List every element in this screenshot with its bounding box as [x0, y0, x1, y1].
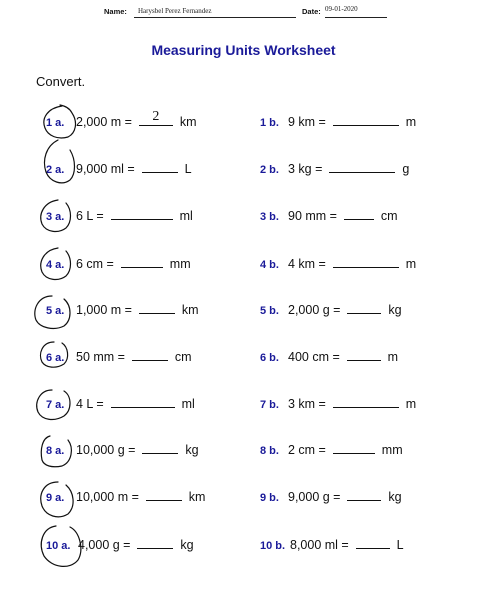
handwritten-circle — [41, 436, 71, 467]
instruction: Convert. — [36, 74, 86, 89]
question-expression: 6 L = — [76, 209, 104, 223]
question-expression: 4,000 g = — [78, 538, 131, 552]
question-expression: 4 L = — [76, 397, 104, 411]
question-expression: 4 km = — [288, 257, 326, 271]
question-expression: 6 cm = — [76, 257, 114, 271]
question-number: 7 a. — [46, 399, 65, 411]
question-number: 4 a. — [46, 259, 65, 271]
question-number: 10 b. — [260, 540, 286, 552]
question-unit: km — [181, 303, 199, 317]
date-value[interactable]: 09-01-2020 — [325, 5, 358, 13]
question-unit: L — [396, 538, 404, 552]
handwritten-circle — [44, 105, 76, 138]
question-number: 1 a. — [46, 117, 65, 129]
handwritten-circle — [41, 342, 68, 367]
question-unit: km — [179, 115, 197, 129]
question-number: 3 a. — [46, 211, 65, 223]
question-number: 9 b. — [260, 492, 279, 504]
question-unit: m — [405, 257, 417, 271]
question-number: 2 a. — [46, 164, 65, 176]
question-expression: 3 kg = — [288, 162, 323, 176]
question-unit: m — [405, 397, 417, 411]
question-number: 10 a. — [46, 540, 71, 552]
question-number: 1 b. — [260, 117, 279, 129]
handwritten-circle — [41, 482, 73, 517]
question-expression: 400 cm = — [288, 350, 340, 364]
question-number: 4 b. — [260, 259, 279, 271]
question-number: 5 b. — [260, 305, 279, 317]
question-unit: kg — [180, 538, 194, 552]
name-label: Name: — [104, 7, 127, 16]
question-expression: 90 mm = — [288, 209, 337, 223]
handwritten-circle — [41, 248, 71, 279]
question-number: 6 b. — [260, 352, 279, 364]
question-number: 6 a. — [46, 352, 65, 364]
question-unit: kg — [388, 303, 402, 317]
question-expression: 2,000 m = — [76, 115, 132, 129]
question-expression: 2,000 g = — [288, 303, 341, 317]
question-unit: cm — [380, 209, 398, 223]
name-value[interactable]: Harysbel Perez Fernandez — [138, 7, 212, 15]
handwritten-circle — [41, 526, 81, 566]
question-number: 5 a. — [46, 305, 65, 317]
handwritten-circle — [35, 296, 70, 328]
question-unit: kg — [185, 443, 199, 457]
question-unit: ml — [179, 209, 193, 223]
handwritten-circle — [41, 200, 71, 231]
question-number: 9 a. — [46, 492, 65, 504]
question-number: 7 b. — [260, 399, 279, 411]
question-unit: kg — [388, 490, 402, 504]
question-expression: 9,000 ml = — [76, 162, 135, 176]
question-number: 8 b. — [260, 445, 279, 457]
question-expression: 10,000 m = — [76, 490, 139, 504]
question-number: 3 b. — [260, 211, 279, 223]
question-unit: mm — [381, 443, 403, 457]
answer-text: 2 — [152, 109, 160, 124]
handwritten-circle — [45, 140, 75, 183]
question-number: 8 a. — [46, 445, 65, 457]
question-number: 2 b. — [260, 164, 279, 176]
question-expression: 8,000 ml = — [290, 538, 349, 552]
question-unit: g — [402, 162, 410, 176]
question-expression: 9 km = — [288, 115, 326, 129]
question-expression: 1,000 m = — [76, 303, 132, 317]
question-expression: 9,000 g = — [288, 490, 341, 504]
worksheet-title: Measuring Units Worksheet — [151, 42, 336, 58]
question-expression: 50 mm = — [76, 350, 125, 364]
question-expression: 10,000 g = — [76, 443, 136, 457]
question-unit: m — [387, 350, 399, 364]
question-expression: 3 km = — [288, 397, 326, 411]
question-unit: km — [188, 490, 206, 504]
question-unit: L — [184, 162, 192, 176]
date-label: Date: — [302, 7, 321, 16]
question-unit: mm — [169, 257, 191, 271]
question-unit: cm — [174, 350, 192, 364]
question-unit: ml — [181, 397, 195, 411]
question-expression: 2 cm = — [288, 443, 326, 457]
question-unit: m — [405, 115, 417, 129]
handwritten-circle — [37, 390, 70, 419]
